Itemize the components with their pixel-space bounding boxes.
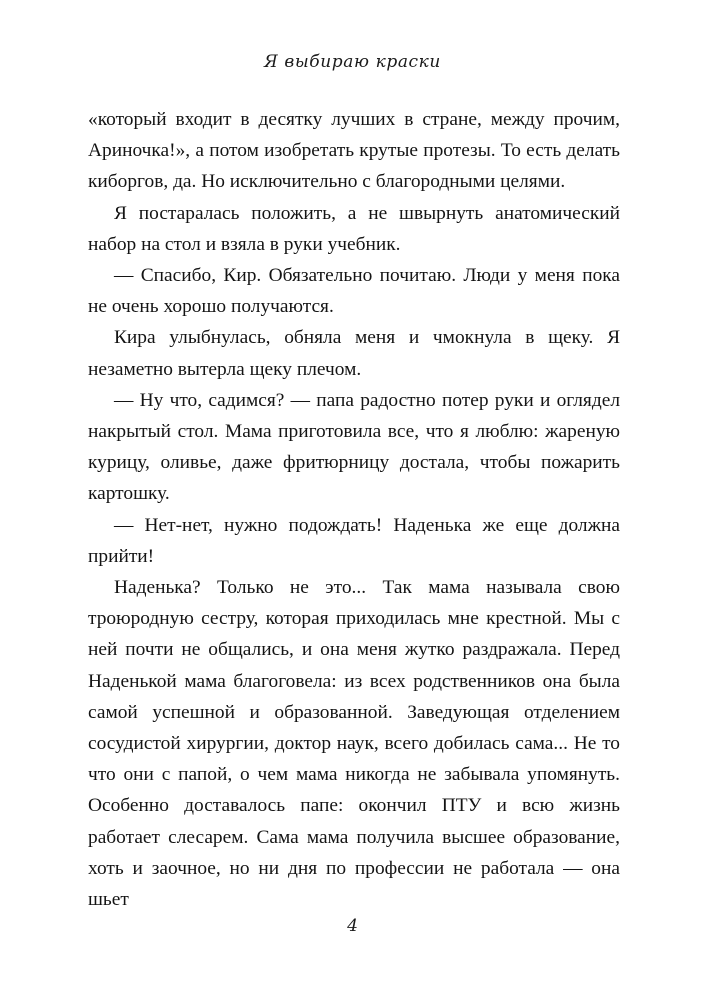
paragraph: — Нет-нет, нужно подождать! Наденька же еще должна прийти! (88, 514, 620, 567)
paragraph: — Ну что, садимся? — папа радостно потер руки и оглядел накрытый стол. Мама приготовила все, что я люблю: жареную курицу, оливье, даже фритюрницу достала, чтобы пожарить картошку. (88, 389, 620, 505)
page-body (88, 104, 620, 915)
paragraph: «который входит в десятку лучших в стране, между прочим, Ариночка!», а потом изобретать крутые протезы. То есть делать киборгов, да. Но исключительно с благородными целями. (88, 109, 620, 193)
paragraph: Наденька? Только не это... Так мама называла свою троюродную сестру, которая приходилась мне крестной. Мы с ней почти не общались, и она меня жутко раздражала. Перед Наденькой мама благоговела: из всех родственников она была самой успешной и образованной. Заведующая отделением сосудистой хирургии, доктор наук, всего добилась сама... Не то что они с папой, о чем мама никогда не забывала упомянуть. Особенно доставалось папе: окончил ПТУ и всю жизнь работает слесарем. Сама мама получила высшее образование, хоть и заочное, но ни дня по профессии не работала — она шьет (88, 577, 620, 911)
paragraph: — Спасибо, Кир. Обязательно почитаю. Люди у меня пока не очень хорошо получаются. (88, 265, 620, 318)
running-head: Я выбираю краски (264, 52, 441, 72)
page-number: 4 (347, 916, 358, 936)
paragraph: Кира улыбнулась, обняла меня и чмокнула в щеку. Я незаметно вытерла щеку плечом. (88, 327, 620, 380)
paragraph: Я постаралась положить, а не швырнуть анатомический набор на стол и взяла в руки учебник. (88, 202, 620, 255)
